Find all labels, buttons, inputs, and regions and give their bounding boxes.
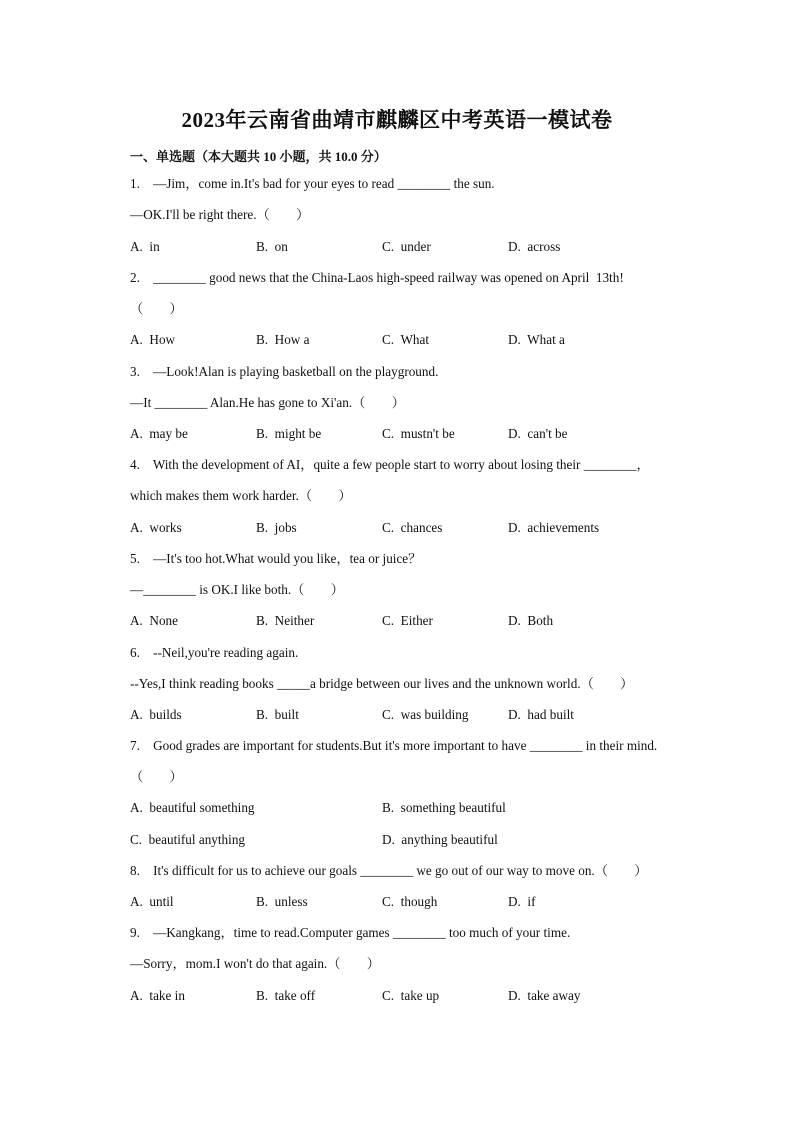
option-8a[interactable]: A. until [130,894,174,909]
option-7b[interactable]: B. something beautiful [382,800,506,815]
question-6-stem: --Yes,I think reading books _____a bridge between our lives and the unknown world.（ ） [130,676,634,691]
option-3c[interactable]: C. mustn't be [382,426,455,441]
option-6d[interactable]: D. had built [508,707,574,722]
option-2c[interactable]: C. What [382,332,430,347]
option-7a[interactable]: A. beautiful something [130,800,255,815]
option-4a[interactable]: A. works [130,520,182,535]
question-4-stem: 4. With the development of AI，quite a few people start to worry about losing their ________， [130,457,650,472]
option-5c[interactable]: C. Either [382,613,433,628]
question-7-stem: 7. Good grades are important for students.But it's more important to have ________ in their mind. [130,738,658,753]
option-1b[interactable]: B. on [256,239,288,254]
option-5b[interactable]: B. Neither [256,613,315,628]
option-7d[interactable]: D. anything beautiful [382,832,498,847]
question-5-stem: 5. —It's too hot.What would you like，tea or juice？ [130,551,422,566]
option-4c[interactable]: C. chances [382,520,443,535]
option-7c[interactable]: C. beautiful anything [130,832,246,847]
option-3b[interactable]: B. might be [256,426,322,441]
option-5a[interactable]: A. None [130,613,178,628]
question-2-stem: （ ） [130,301,183,316]
option-1d[interactable]: D. across [508,239,561,254]
option-9b[interactable]: B. take off [256,988,316,1003]
option-9c[interactable]: C. take up [382,988,440,1003]
option-1c[interactable]: C. under [382,239,431,254]
option-2d[interactable]: D. What a [508,332,565,347]
question-7-stem: （ ） [130,769,183,784]
option-4b[interactable]: B. jobs [256,520,297,535]
option-3d[interactable]: D. can't be [508,426,568,441]
option-3a[interactable]: A. may be [130,426,188,441]
question-8-stem: 8. It's difficult for us to achieve our goals ________ we go out of our way to move on.（ ） [130,863,648,878]
question-3-stem: —It ________ Alan.He has gone to Xi'an.（ ） [130,395,405,410]
question-6-stem: 6. --Neil,you're reading again. [130,645,299,660]
option-9d[interactable]: D. take away [508,988,581,1003]
option-6b[interactable]: B. built [256,707,299,722]
section-heading: 一、单选题（本大题共 10 小题，共 10.0 分） [130,149,387,164]
option-2b[interactable]: B. How a [256,332,310,347]
question-2-stem: 2. ________ good news that the China-Laos high-speed railway was opened on April 13th! [130,270,624,285]
option-5d[interactable]: D. Both [508,613,554,628]
question-3-stem: 3. —Look!Alan is playing basketball on the playground. [130,364,439,379]
question-1-stem: 1. —Jim，come in.It's bad for your eyes to read ________ the sun. [130,176,495,191]
question-9-stem: —Sorry，mom.I won't do that again.（ ） [130,956,380,971]
option-6c[interactable]: C. was building [382,707,469,722]
option-9a[interactable]: A. take in [130,988,185,1003]
option-8c[interactable]: C. though [382,894,438,909]
option-1a[interactable]: A. in [130,239,160,254]
page-title: 2023年云南省曲靖市麒麟区中考英语一模试卷 [181,108,613,132]
option-8b[interactable]: B. unless [256,894,308,909]
option-2a[interactable]: A. How [130,332,176,347]
question-1-stem: —OK.I'll be right there.（ ） [130,207,310,222]
question-4-stem: which makes them work harder.（ ） [130,488,352,503]
option-6a[interactable]: A. builds [130,707,182,722]
option-8d[interactable]: D. if [508,894,536,909]
option-4d[interactable]: D. achievements [508,520,600,535]
question-9-stem: 9. —Kangkang，time to read.Computer games ________ too much of your time. [130,925,571,940]
question-5-stem: —________ is OK.I like both.（ ） [130,582,344,597]
